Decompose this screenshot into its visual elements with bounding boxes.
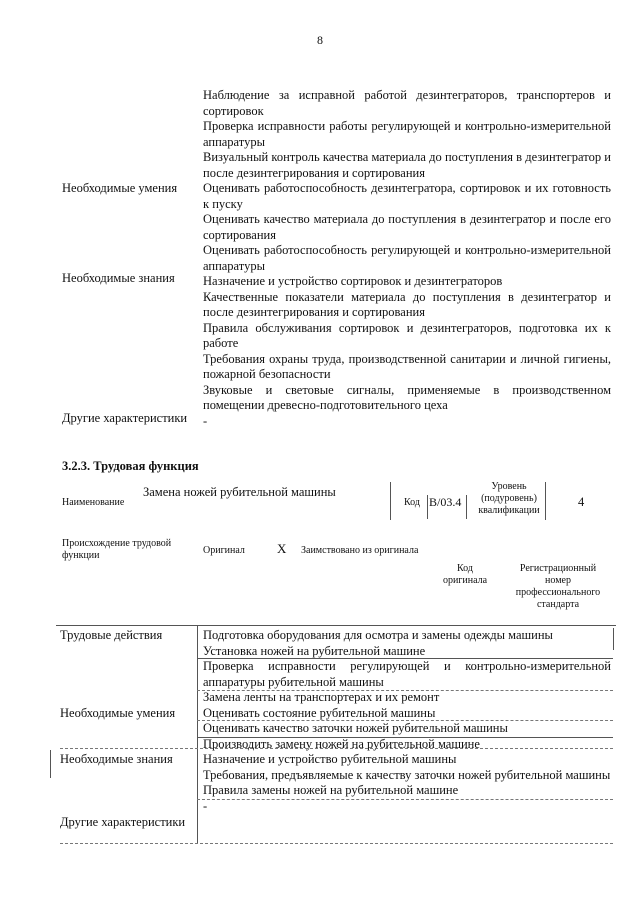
origin-reg-line: Регистрационный [519,563,597,574]
table-rule [56,625,616,626]
skill-item: Производить замену ножей на рубительной машине [203,736,480,751]
origin-reg-line: стандарта [536,599,580,610]
skill-item: Проверка исправности регулирующей и контрольно-измерительной аппаратуры рубительной машины [203,659,611,689]
action-item: Установка ножей на рубительной машине [203,643,426,658]
upper-other-label: Другие характеристики [62,411,188,425]
origin-label [62,538,171,562]
skill-item: Оценивать качество заточки ножей рубительной машины [203,721,508,735]
knowledge-item: Назначение и устройство рубительной машины [203,752,457,766]
origin-code [430,563,500,587]
origin-original: Оригинал [203,545,245,556]
upper-knowledge: Требования охраны труда, производственной санитарии и личной гигиены, пожарной безопасности [203,351,611,381]
skill-item: Оценивать состояние рубительной машины [203,705,436,720]
origin-reg-line: номер [545,575,571,586]
origin-registration [505,563,611,611]
upper-line: Проверка исправности работы регулирующей и контрольно-измерительной аппаратуры [203,119,611,149]
origin-code-line: Код [457,563,473,574]
lower-text-block [203,628,611,814]
divider [390,482,391,520]
knowledge-item: Правила замены ножей на рубительной машине [203,783,459,797]
knowledge-label: Необходимые знания [60,752,173,766]
action-item: Подготовка оборудования для осмотра и замены одежды машины [203,628,553,642]
level-label-line: Уровень [491,481,527,492]
upper-knowledge: Назначение и устройство сортировок и дезинтеграторов [203,274,503,288]
row-rule [60,748,613,749]
table-edge-mark [613,628,614,650]
other-label: Другие характеристики [60,815,186,829]
upper-line: Наблюдение за исправной работой дезинтеграторов, транспортеров и сортировок [203,88,611,118]
function-name: Замена ножей рубительной машины [143,485,336,499]
upper-actions-block [203,88,611,429]
upper-skills-label: Необходимые умения [62,181,178,195]
upper-knowledge-label: Необходимые знания [62,271,175,285]
origin-label-line: функции [62,550,100,561]
origin-borrowed: Заимствовано из оригинала [301,545,419,556]
code-label: Код [404,497,420,508]
actions-label: Трудовые действия [60,628,163,642]
level-label-line: квалификации [478,505,540,516]
other-value: - [203,798,208,813]
row-rule [197,799,613,800]
upper-skill: Оценивать работоспособность дезинтегратора, сортировок и их готовность к пуску [203,181,611,211]
row-rule [197,658,613,659]
origin-code-line: оригинала [442,575,488,586]
upper-other-value: - [203,413,208,428]
code-value: B/03.4 [429,495,462,509]
upper-knowledge: Правила обслуживания сортировок и дезинтеграторов, подготовка их к работе [203,320,611,350]
divider [427,495,428,519]
row-rule [197,690,613,691]
level-label [470,481,548,517]
row-rule [197,720,613,721]
divider [466,495,467,519]
skills-label: Необходимые умения [60,706,176,720]
upper-skill: Оценивать качество материала до поступления в дезинтегратор и после его сортирования [203,212,611,242]
row-rule [197,737,613,738]
skill-item: Замена ленты на транспортерах и их ремонт [203,690,440,704]
level-value: 4 [578,495,585,509]
origin-label-line: Происхождение трудовой [62,538,172,549]
divider [545,482,546,520]
level-label-line: (подуровень) [481,493,537,504]
origin-mark: X [277,541,287,556]
table-bottom-rule [60,843,613,844]
name-label: Наименование [62,497,125,508]
page-number: 8 [317,33,323,47]
upper-line: Визуальный контроль качества материала до поступления в дезинтегратор и после дезинтегрирования и сортирования [203,150,611,180]
origin-reg-line: профессионального [515,587,601,598]
table-edge-mark [50,750,51,778]
upper-knowledge: Звуковые и световые сигналы, применяемые в производственном помещении древесно-подготовительного цеха [203,382,611,412]
section-title: 3.2.3. Трудовая функция [62,459,199,473]
upper-knowledge: Качественные показатели материала до поступления в дезинтегратор и после дезинтегрирования и сортирования [203,289,611,319]
upper-skill: Оценивать работоспособность регулирующей и контрольно-измерительной аппаратуры [203,243,611,273]
knowledge-item: Требования, предъявляемые к качеству заточки ножей рубительной машины [203,767,611,782]
